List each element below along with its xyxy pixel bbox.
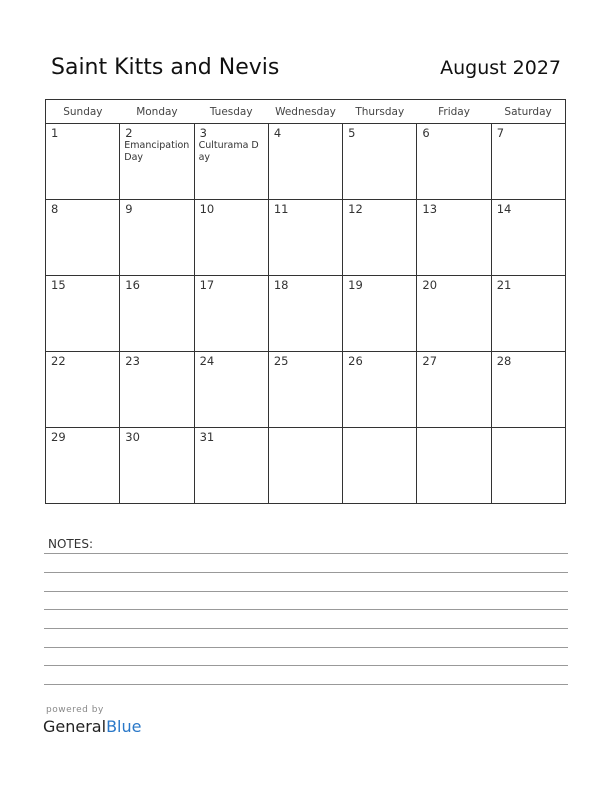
- weekday-thursday: Thursday: [343, 100, 417, 124]
- day-number: 9: [125, 202, 133, 216]
- day-number: 4: [273, 126, 282, 140]
- day-number: 10: [199, 202, 215, 216]
- day-number: 24: [199, 354, 215, 368]
- day-number: 14: [496, 202, 512, 216]
- day-number: 27: [422, 354, 438, 368]
- calendar-day-cell: [343, 276, 417, 352]
- day-number: 22: [51, 354, 66, 368]
- calendar-month: August 2027: [440, 57, 561, 79]
- day-number: 12: [348, 202, 363, 216]
- day-number: 28: [496, 354, 512, 368]
- weekday-tuesday: Tuesday: [194, 100, 268, 124]
- calendar-day-cell: [268, 200, 342, 276]
- day-number: 18: [273, 278, 289, 292]
- notes-line: [44, 553, 568, 554]
- notes-line: [44, 628, 568, 629]
- calendar-day-cell: [120, 428, 194, 504]
- calendar-day-cell: [120, 200, 194, 276]
- calendar-day-cell: [417, 124, 491, 200]
- calendar-day-cell: [120, 276, 194, 352]
- calendar-day-cell: [268, 428, 342, 504]
- calendar-day-cell: [194, 276, 268, 352]
- day-number: 20: [422, 278, 438, 292]
- notes-line: [44, 572, 568, 573]
- day-number: 29: [51, 430, 66, 444]
- day-number: 6: [422, 126, 430, 140]
- notes-line: [44, 665, 568, 666]
- notes-line: [44, 647, 568, 648]
- calendar-day-cell: [491, 428, 565, 504]
- calendar-day-cell: [491, 352, 565, 428]
- weekday-friday: Friday: [417, 100, 491, 124]
- calendar-day-cell: [343, 124, 417, 200]
- day-number: 16: [125, 278, 140, 292]
- brand-general: General: [43, 717, 107, 736]
- generalblue-logo: [43, 717, 141, 736]
- day-number: 19: [348, 278, 363, 292]
- calendar-day-cell: [491, 124, 565, 200]
- calendar-week-row: [46, 200, 566, 276]
- weekday-header-row: [46, 100, 566, 124]
- calendar-day-cell: [268, 352, 342, 428]
- holiday-label: Culturama Day: [198, 140, 259, 163]
- calendar-day-cell: [491, 200, 565, 276]
- day-number: 3: [199, 126, 207, 140]
- calendar-day-cell: [417, 200, 491, 276]
- calendar-day-cell: [343, 428, 417, 504]
- notes-line: [44, 684, 568, 685]
- day-number: 31: [199, 430, 215, 444]
- calendar-week-row: [46, 428, 566, 504]
- day-number: 13: [422, 202, 438, 216]
- weekday-saturday: Saturday: [491, 100, 565, 124]
- calendar-day-cell: [343, 200, 417, 276]
- calendar-day-cell: [194, 352, 268, 428]
- notes-label: NOTES:: [48, 537, 93, 551]
- notes-line: [44, 591, 568, 592]
- calendar-day-cell: [417, 276, 491, 352]
- day-number: 30: [125, 430, 140, 444]
- calendar-week-row: [46, 276, 566, 352]
- calendar-day-cell: [46, 200, 120, 276]
- calendar-day-cell: [491, 276, 565, 352]
- day-number: 7: [496, 126, 505, 140]
- holiday-label: Emancipation Day: [124, 140, 190, 163]
- day-number: 17: [199, 278, 215, 292]
- calendar-day-cell: [268, 276, 342, 352]
- calendar-day-cell: [46, 352, 120, 428]
- calendar-day-cell: [194, 124, 268, 200]
- day-number: 5: [348, 126, 356, 140]
- calendar-day-cell: [46, 428, 120, 504]
- day-number: 26: [348, 354, 363, 368]
- calendar-day-cell: [120, 124, 194, 200]
- weekday-wednesday: Wednesday: [268, 100, 342, 124]
- calendar-week-row: [46, 124, 566, 200]
- day-number: 11: [273, 202, 289, 216]
- powered-by-text: powered by: [46, 705, 104, 715]
- day-number: 15: [51, 278, 66, 292]
- calendar-day-cell: [417, 428, 491, 504]
- calendar-day-cell: [120, 352, 194, 428]
- calendar-title: Saint Kitts and Nevis: [51, 55, 280, 80]
- day-number: 25: [273, 354, 289, 368]
- calendar-day-cell: [268, 124, 342, 200]
- brand-blue: Blue: [106, 717, 142, 736]
- day-number: 1: [51, 126, 59, 140]
- calendar-grid: [45, 99, 566, 504]
- calendar-day-cell: [46, 276, 120, 352]
- weekday-monday: Monday: [120, 100, 194, 124]
- calendar-day-cell: [194, 200, 268, 276]
- weekday-sunday: Sunday: [46, 100, 120, 124]
- day-number: 23: [125, 354, 140, 368]
- day-number: 21: [496, 278, 512, 292]
- calendar-week-row: [46, 352, 566, 428]
- day-number: 8: [51, 202, 59, 216]
- calendar-day-cell: [417, 352, 491, 428]
- notes-line: [44, 609, 568, 610]
- day-number: 2: [125, 126, 133, 140]
- calendar-day-cell: [194, 428, 268, 504]
- calendar-day-cell: [343, 352, 417, 428]
- calendar-day-cell: [46, 124, 120, 200]
